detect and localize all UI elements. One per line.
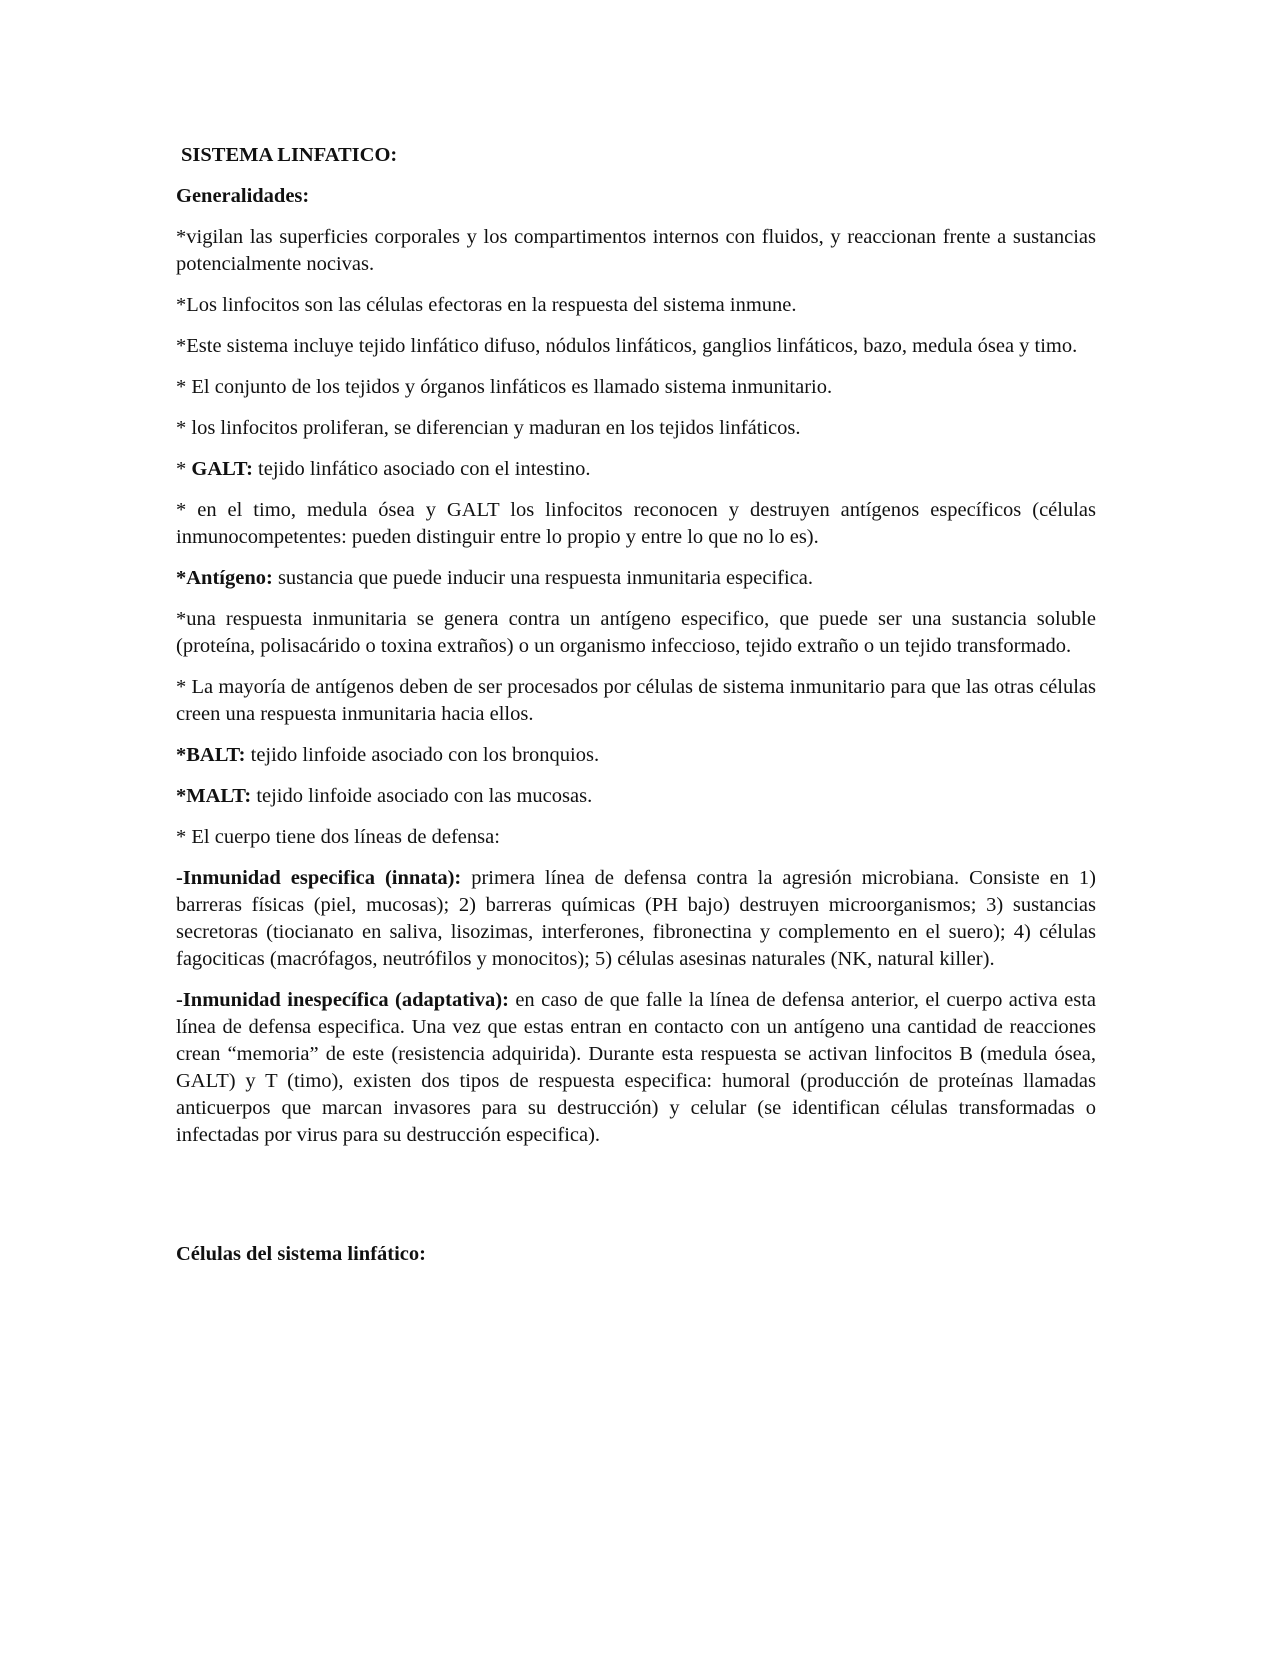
paragraph-malt bbox=[176, 783, 1096, 810]
term-balt: *BALT: bbox=[176, 744, 246, 766]
term-antigeno: *Antígeno: bbox=[176, 567, 273, 589]
paragraph-antigeno bbox=[176, 565, 1096, 592]
paragraph-inmunidad-inespecifica bbox=[176, 987, 1096, 1149]
paragraph bbox=[176, 606, 1096, 660]
paragraph bbox=[176, 333, 1096, 360]
blank-space bbox=[176, 1163, 1096, 1241]
paragraph-text: *una respuesta inmunitaria se genera contra un antígeno especifico, que puede ser una sustancia soluble (proteína, polisacárido o toxina extraños) o un organismo infeccioso, tejido extraño o un tejido transformado. bbox=[176, 608, 1096, 657]
paragraph-galt bbox=[176, 456, 1096, 483]
paragraph-text: * La mayoría de antígenos deben de ser procesados por células de sistema inmunitario para que las otras células creen una respuesta inmunitaria hacia ellos. bbox=[176, 676, 1096, 725]
paragraph-text: primera línea de defensa contra la agresión microbiana. Consiste en 1) barreras físicas (piel, mucosas); 2) barreras químicas (PH bajo) destruyen microorganismos; 3) sustancias secretoras (tiocianato en saliva, lisozimas, interferones, fibronectina y complemento en el suero); 4) células fagociticas (macrófagos, neutrófilos y monocitos); 5) células asesinas naturales (NK, natural killer). bbox=[176, 867, 1096, 970]
document-title: SISTEMA LINFATICO: bbox=[181, 144, 398, 166]
paragraph-text: * El cuerpo tiene dos líneas de defensa: bbox=[176, 826, 500, 848]
paragraph-text: *vigilan las superficies corporales y los compartimentos internos con fluidos, y reaccionan frente a sustancias potencialmente nocivas. bbox=[176, 226, 1096, 275]
paragraph-text: *Los linfocitos son las células efectoras en la respuesta del sistema inmune. bbox=[176, 294, 797, 316]
paragraph-text: tejido linfoide asociado con las mucosas. bbox=[251, 785, 593, 807]
section-heading-generalidades: Generalidades: bbox=[176, 185, 310, 207]
paragraph bbox=[176, 374, 1096, 401]
paragraph-text: sustancia que puede inducir una respuesta inmunitaria especifica. bbox=[272, 567, 814, 589]
paragraph-text: en caso de que falle la línea de defensa anterior, el cuerpo activa esta línea de defensa especifica. Una vez que estas entran en contacto con un antígeno una cantidad de reacciones crean “memoria” de este (resistencia adquirida). Durante esta respuesta se activan linfocitos B (medula ósea, GALT) y T (timo), existen dos tipos de respuesta especifica: humoral (producción de proteínas llamadas anticuerpos que marcan invasores para su destrucción) y celular (se identifican células transformadas o infectadas por virus para su destrucción especifica). bbox=[176, 989, 1096, 1146]
section-heading-celulas: Células del sistema linfático: bbox=[176, 1243, 426, 1265]
paragraph bbox=[176, 497, 1096, 551]
paragraph bbox=[176, 824, 1096, 851]
paragraph-text: tejido linfoide asociado con los bronquios. bbox=[245, 744, 600, 766]
document-body bbox=[176, 142, 1096, 1282]
paragraph-text: *Este sistema incluye tejido linfático difuso, nódulos linfáticos, ganglios linfáticos, bazo, medula ósea y timo. bbox=[176, 335, 1078, 357]
paragraph-text: tejido linfático asociado con el intestino. bbox=[252, 458, 591, 480]
term-galt: GALT: bbox=[191, 458, 253, 480]
paragraph bbox=[176, 292, 1096, 319]
paragraph-text: * en el timo, medula ósea y GALT los linfocitos reconocen y destruyen antígenos específicos (células inmunocompetentes: pueden distinguir entre lo propio y entre lo que no lo es). bbox=[176, 499, 1096, 548]
paragraph-text: * El conjunto de los tejidos y órganos linfáticos es llamado sistema inmunitario. bbox=[176, 376, 833, 398]
paragraph-balt bbox=[176, 742, 1096, 769]
paragraph-inmunidad-especifica bbox=[176, 865, 1096, 973]
paragraph bbox=[176, 224, 1096, 278]
term-malt: *MALT: bbox=[176, 785, 252, 807]
paragraph-text: * los linfocitos proliferan, se diferencian y maduran en los tejidos linfáticos. bbox=[176, 417, 801, 439]
paragraph-prefix: * bbox=[176, 458, 192, 480]
paragraph bbox=[176, 415, 1096, 442]
paragraph bbox=[176, 674, 1096, 728]
term-inmunidad-inespecifica: -Inmunidad inespecífica (adaptativa): bbox=[176, 989, 509, 1011]
term-inmunidad-especifica: -Inmunidad especifica (innata): bbox=[176, 867, 462, 889]
